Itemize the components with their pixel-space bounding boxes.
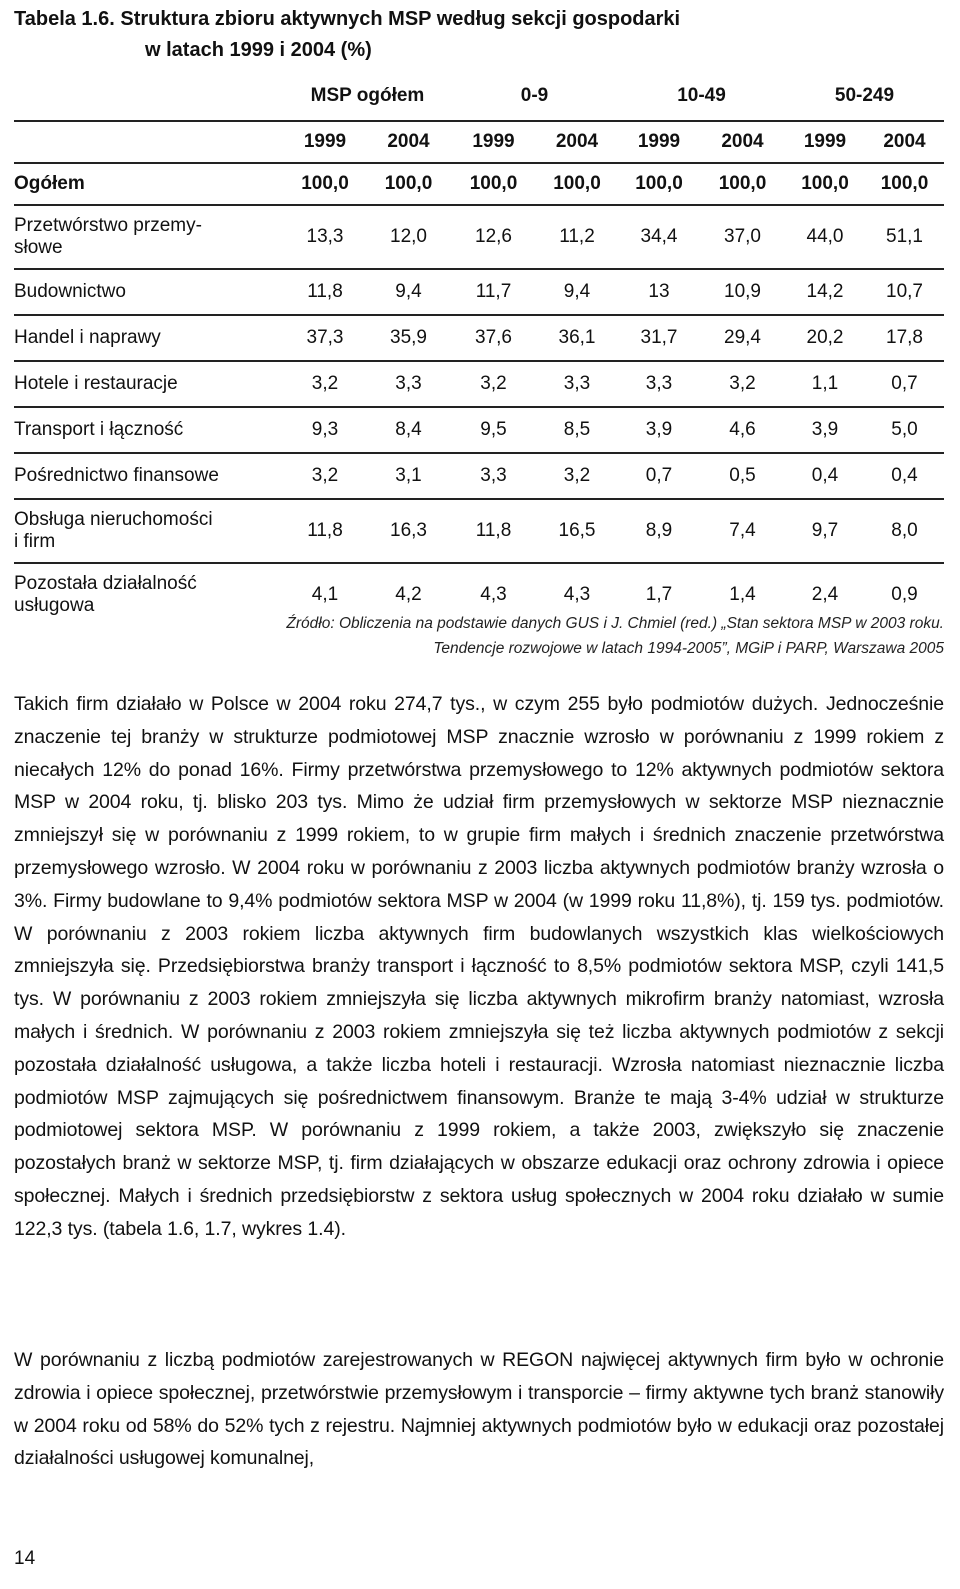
row-label: Handel i naprawy (14, 315, 284, 361)
table-cell: 2,4 (811, 584, 839, 605)
table-cell: 29,4 (700, 315, 785, 361)
table-cell: 3,2 (451, 361, 536, 407)
table-cell: 11,2 (536, 205, 618, 269)
table-cell: 14,2 (785, 269, 865, 315)
table-cell: 3,3 (366, 361, 451, 407)
row-label-line: i firm (14, 531, 56, 552)
table-source-note (14, 611, 944, 661)
table-cell: 10,7 (865, 269, 944, 315)
year-header: 1999 (451, 121, 536, 163)
table-cell: 100,0 (366, 163, 451, 205)
table-cell: 1,1 (785, 361, 865, 407)
table-cell: 3,2 (700, 361, 785, 407)
table-cell: 1,4 (729, 584, 756, 605)
table-cell: 4,6 (700, 407, 785, 453)
row-label (14, 499, 284, 563)
table-cell: 31,7 (618, 315, 700, 361)
body-paragraph: W porównaniu z liczbą podmiotów zarejestrowanych w REGON najwięcej aktywnych firm było w ochronie zdrowia i opiece społecznej, przetwórstwie przemysłowym i transporcie – firmy aktywne tych branż stanowiły w 2004 roku od 58% do 52% tych z rejestru. Najmniej aktywnych podmiotów było w edukacji oraz pozostałej działalności usługowej komunalnej, (14, 1349, 944, 1470)
table-cell: 16,3 (366, 499, 451, 563)
group-header: 50-249 (785, 72, 944, 121)
table-cell: 3,3 (618, 361, 700, 407)
table-cell: 100,0 (451, 163, 536, 205)
table-cell: 35,9 (366, 315, 451, 361)
group-header: 0-9 (451, 72, 618, 121)
table-row (14, 499, 944, 563)
table-cell: 8,4 (366, 407, 451, 453)
row-label-line: słowe (14, 237, 63, 258)
table-cell: 100,0 (284, 163, 366, 205)
table-cell: 4,1 (311, 584, 339, 605)
table-cell: 11,8 (284, 269, 366, 315)
year-header: 2004 (700, 121, 785, 163)
table-cell: 10,9 (700, 269, 785, 315)
row-label-line: usługowa (14, 595, 95, 616)
table-cell: 100,0 (865, 163, 944, 205)
table-cell: 9,4 (536, 269, 618, 315)
table-row (14, 361, 944, 407)
table-cell: 3,2 (284, 453, 366, 499)
year-header-row (14, 121, 944, 163)
table-cell: 9,4 (366, 269, 451, 315)
header-corner (14, 121, 284, 163)
table-cell: 9,7 (785, 499, 865, 563)
table-cell: 34,4 (618, 205, 700, 269)
table-cell: 11,8 (284, 499, 366, 563)
total-row (14, 163, 944, 205)
table-cell: 9,5 (451, 407, 536, 453)
table-cell: 37,3 (284, 315, 366, 361)
group-header: 10-49 (618, 72, 785, 121)
table-cell: 0,7 (618, 453, 700, 499)
table-cell: 36,1 (536, 315, 618, 361)
table-cell: 8,5 (536, 407, 618, 453)
table-cell: 51,1 (865, 205, 944, 269)
row-label-line: Obsługa nieruchomości (14, 509, 213, 530)
table-cell: 12,0 (366, 205, 451, 269)
table-cell: 20,2 (785, 315, 865, 361)
table-cell: 17,8 (865, 315, 944, 361)
table-cell: 37,0 (700, 205, 785, 269)
table-cell: 3,9 (785, 407, 865, 453)
year-header: 1999 (284, 121, 366, 163)
body-paragraph: Takich firm działało w Polsce w 2004 roku 274,7 tys., w czym 255 było podmiotów dużych. Jednocześnie znaczenie tej branży w strukturze podmiotowej MSP znacznie wzrosło w porównaniu z 1999 rokiem z niecałych 12% do ponad 16%. Firmy przetwórstwa przemysłowego to 12% aktywnych podmiotów sektora MSP w 2004 roku, tj. blisko 203 tys. Mimo że udział firm przemysłowych w sektorze MSP nieznacznie zmniejszył się w porównaniu z 1999 rokiem, to w grupie firm małych i średnich znaczenie przetwórstwa przemysłowego wzrosło. W 2004 roku w porównaniu z 2003 liczba aktywnych podmiotów branży wzrosła o 3%. Firmy budowlane to 9,4% podmiotów sektora MSP w 2004 (w 1999 roku 11,8%), tj. 159 tys. podmiotów. W porównaniu z 2003 rokiem liczba aktywnych firm budowlanych wszystkich klas wielkościowych zmniejszyła się. Przedsiębiorstwa branży transport i łączność to 8,5% podmiotów sektora MSP, czyli 141,5 tys. W porównaniu z 2003 rokiem zmniejszyła się liczba aktywnych mikrofirm branży natomiast, wzrosła małych i średnich. W porównaniu z 2003 rokiem zmniejszyła się też liczba aktywnych podmiotów z sekcji pozostała działalność usługowa, a także liczba hoteli i restauracji. Wzrosła natomiast nieznacznie liczba podmiotów MSP zajmujących się pośrednictwem finansowym. Branże te mają 3-4% udział w strukturze podmiotowej sektora MSP. W porównaniu z 1999 rokiem, a także 2003, zwiększyło się znaczenie pozostałych branż w sektorze MSP, tj. firm działających w obszarze edukacji oraz ochrony zdrowia i opiece społecznej. Małych i średnich przedsiębiorstw z sektora usług społecznych w 2004 roku działało w sumie 122,3 tys. (tabela 1.6, 1.7, wykres 1.4). (14, 693, 944, 1240)
source-line-2: Tendencje rozwojowe w latach 1994-2005”, MGiP i PARP, Warszawa 2005 (433, 640, 944, 657)
table-cell: 5,0 (865, 407, 944, 453)
row-label (14, 205, 284, 269)
table-row (14, 407, 944, 453)
table-cell: 100,0 (618, 163, 700, 205)
table-title (14, 4, 944, 66)
source-line-1: Źródło: Obliczenia na podstawie danych GUS i J. Chmiel (red.) „Stan sektora MSP w 2003 roku. (286, 615, 944, 632)
table-row (14, 205, 944, 269)
table-title-line-2: w latach 1999 i 2004 (%) (145, 39, 372, 61)
table-cell: 12,6 (451, 205, 536, 269)
row-label-line: Pozostała działalność (14, 573, 197, 594)
year-header: 2004 (536, 121, 618, 163)
row-label: Ogółem (14, 163, 284, 205)
table-cell: 0,7 (865, 361, 944, 407)
year-header: 1999 (785, 121, 865, 163)
table-cell: 0,4 (785, 453, 865, 499)
table-row (14, 315, 944, 361)
table-cell: 3,1 (366, 453, 451, 499)
table-cell: 3,9 (618, 407, 700, 453)
table-cell: 100,0 (785, 163, 865, 205)
table-cell: 16,5 (536, 499, 618, 563)
table-cell: 11,7 (451, 269, 536, 315)
year-header: 2004 (865, 121, 944, 163)
table-cell: 100,0 (700, 163, 785, 205)
table-cell: 37,6 (451, 315, 536, 361)
row-label: Budownictwo (14, 269, 284, 315)
year-header: 2004 (366, 121, 451, 163)
table-cell: 7,4 (700, 499, 785, 563)
row-label: Transport i łączność (14, 407, 284, 453)
row-label: Pośrednictwo finansowe (14, 453, 284, 499)
table-cell: 8,0 (865, 499, 944, 563)
group-header-row (14, 72, 944, 121)
data-table (14, 72, 944, 626)
header-corner (14, 72, 284, 121)
table-row (14, 453, 944, 499)
table-cell: 4,2 (395, 584, 422, 605)
table-cell: 8,9 (618, 499, 700, 563)
table-cell: 3,2 (284, 361, 366, 407)
table-cell: 0,5 (700, 453, 785, 499)
table-cell: 3,3 (451, 453, 536, 499)
table-cell: 100,0 (536, 163, 618, 205)
table-cell: 0,4 (865, 453, 944, 499)
table-cell: 4,3 (563, 584, 591, 605)
table-cell: 11,8 (451, 499, 536, 563)
table-cell: 3,2 (536, 453, 618, 499)
table-cell: 0,9 (891, 584, 918, 605)
table-cell: 4,3 (480, 584, 507, 605)
table-cell: 13 (618, 269, 700, 315)
group-header: MSP ogółem (284, 72, 451, 121)
row-label-line: Przetwórstwo przemy- (14, 215, 202, 236)
page-number: 14 (14, 1548, 36, 1569)
table-cell: 13,3 (284, 205, 366, 269)
table-cell: 44,0 (785, 205, 865, 269)
table-title-line-1: Tabela 1.6. Struktura zbioru aktywnych MSP według sekcji gospodarki (14, 8, 681, 30)
row-label: Hotele i restauracje (14, 361, 284, 407)
table-cell: 3,3 (536, 361, 618, 407)
table-cell: 9,3 (284, 407, 366, 453)
table-cell: 1,7 (645, 584, 673, 605)
year-header: 1999 (618, 121, 700, 163)
table-row (14, 269, 944, 315)
